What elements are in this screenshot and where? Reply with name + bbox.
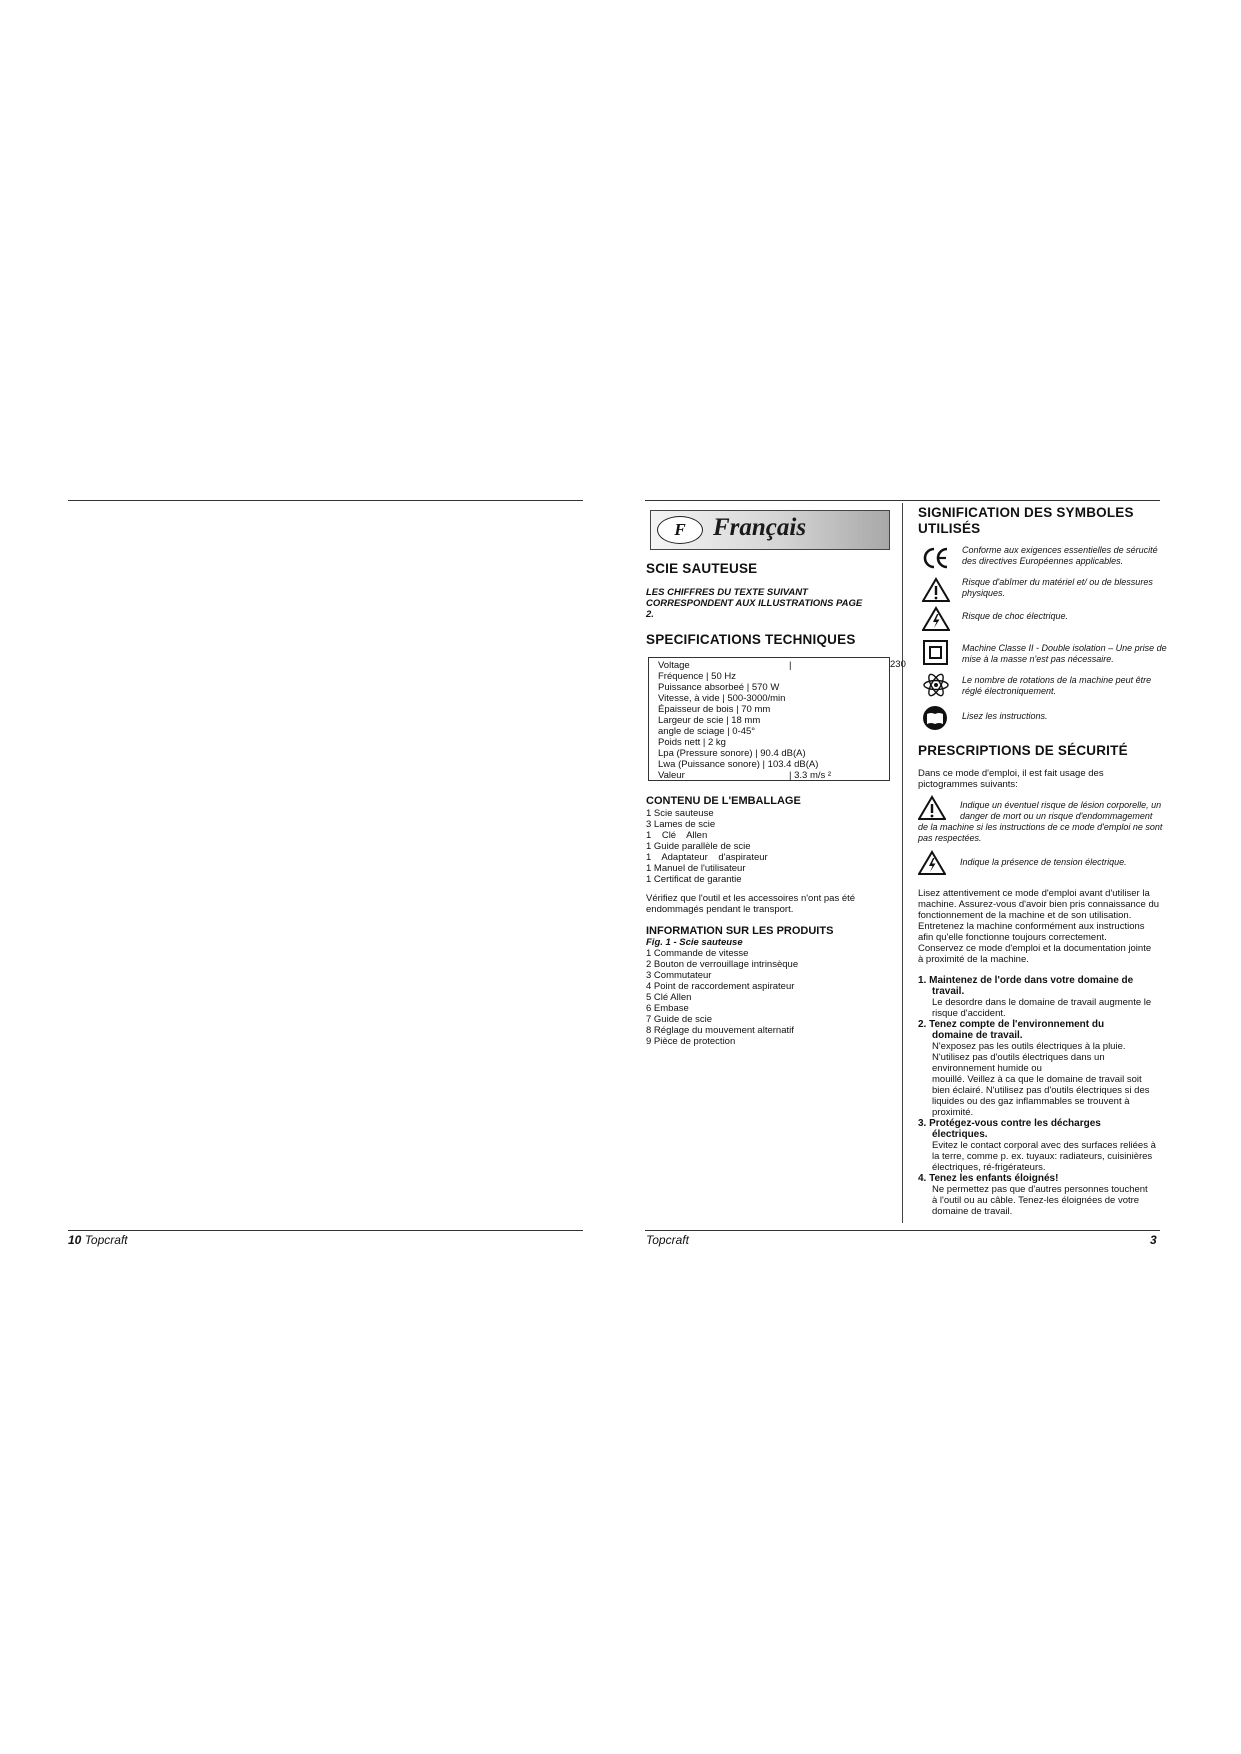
list-item: 4 Point de raccordement aspirateur xyxy=(646,981,795,992)
symbols-title-line: UTILISÉS xyxy=(918,521,981,536)
list-item: 1 Scie sauteuse xyxy=(646,808,714,819)
rule-title: 4. Tenez les enfants éloignés! xyxy=(918,1173,1059,1184)
rule-body-line: risque d'accident. xyxy=(932,1008,1006,1019)
safety-intro-line: pictogrammes suivants: xyxy=(918,779,1018,790)
rule-body-line: domaine de travail. xyxy=(932,1206,1013,1217)
spec-voltage-value: 230 xyxy=(890,659,906,670)
info-list xyxy=(646,948,798,1047)
electric-shock-icon xyxy=(918,850,946,876)
ce-mark-icon xyxy=(922,545,950,571)
pict1-line: Indique un éventuel risque de lésion corporelle, un xyxy=(960,800,1162,810)
read-note xyxy=(918,888,1159,965)
spec-row: Lwa (Puissance sonore) | 103.4 dB(A) xyxy=(658,759,819,770)
rule-title: 1. Maintenez de l'orde dans votre domaine de xyxy=(918,975,1134,986)
symbol-text: Risque de choc électrique. xyxy=(962,611,1069,621)
read-note-line: Lisez attentivement ce mode d'emploi avant d'utiliser la xyxy=(918,888,1150,899)
symbols-title-line: SIGNIFICATION DES SYMBOLES xyxy=(918,505,1134,520)
list-item: 1 Guide parallèle de scie xyxy=(646,841,751,852)
list-item: 3 Commutateur xyxy=(646,970,712,981)
list-item: 1 Adaptateur d'aspirateur xyxy=(646,852,768,863)
rule-title: 2. Tenez compte de l'environnement du xyxy=(918,1019,1105,1030)
rule-title: travail. xyxy=(932,986,965,997)
symbol-text: Machine Classe II - Double isolation – Une prise de mise à la masse n'est pas nécessaire. xyxy=(962,643,1167,664)
pict1-line: pas respectées. xyxy=(918,833,982,843)
list-item: 7 Guide de scie xyxy=(646,1014,713,1025)
symbol-text: Risque d'abîmer du matériel et/ ou de blessures physiques. xyxy=(962,577,1153,598)
rule-body-line: mouillé. Veillez à ca que le domaine de travail soit xyxy=(932,1074,1142,1085)
left-footer xyxy=(68,1233,128,1247)
spec-row: Fréquence | 50 Hz xyxy=(658,671,736,682)
product-title: SCIE SAUTEUSE xyxy=(646,561,758,576)
spec-row: Vitesse, à vide | 500-3000/min xyxy=(658,693,786,704)
left-bottom-rule xyxy=(68,1230,583,1231)
left-page-number: 10 xyxy=(68,1233,82,1247)
safety-intro-line: Dans ce mode d'emploi, il est fait usage des xyxy=(918,768,1104,779)
check-note-line: endommagés pendant le transport. xyxy=(646,904,794,915)
list-item: 1 Certificat de garantie xyxy=(646,874,742,885)
rule-body-line: Le desordre dans le domaine de travail augmente le xyxy=(932,997,1152,1008)
read-note-line: à proximité de la machine. xyxy=(918,954,1029,965)
safety-rules xyxy=(918,975,1168,1217)
double-insulation-icon xyxy=(922,640,950,666)
rule-title: électriques. xyxy=(932,1129,988,1140)
rule-title: domaine de travail. xyxy=(932,1030,1023,1041)
contents-title: CONTENU DE L'EMBALLAGE xyxy=(646,795,801,807)
list-item: 6 Embase xyxy=(646,1003,689,1014)
rule-body-line: N'utilisez pas d'outils électriques dans un xyxy=(932,1052,1105,1063)
rule-body-line: Ne permettez pas que d'autres personnes touchent xyxy=(932,1184,1148,1195)
symbol-text: Lisez les instructions. xyxy=(962,711,1048,721)
rule-body-line: proximité. xyxy=(932,1107,974,1118)
language-title: Français xyxy=(713,514,807,541)
spec-row: angle de sciage | 0-45° xyxy=(658,726,756,737)
spec-row: Épaisseur de bois | 70 mm xyxy=(658,704,771,715)
rule-body-line: N'exposez pas les outils électriques à la pluie. xyxy=(932,1041,1126,1052)
rule-body-line: liquides ou des gaz inflammables se trouvent à xyxy=(932,1096,1130,1107)
intro-line: LES CHIFFRES DU TEXTE SUIVANT xyxy=(646,587,808,598)
intro-note xyxy=(646,587,862,620)
spec-voltage-separator: | xyxy=(789,660,792,671)
info-title: INFORMATION SUR LES PRODUITS xyxy=(646,925,834,937)
list-item: 8 Réglage du mouvement alternatif xyxy=(646,1025,794,1036)
spec-row: Largeur de scie | 18 mm xyxy=(658,715,761,726)
check-note xyxy=(646,893,855,915)
read-note-line: Entretenez la machine conformément aux instructions xyxy=(918,921,1145,932)
rule-body-line: à l'outil ou au câble. Tenez-les éloignées de votre xyxy=(932,1195,1140,1206)
pict1-line: de la machine si les instructions de ce mode d'emploi ne sont xyxy=(918,822,1163,832)
spec-row: Puissance absorbeé | 570 W xyxy=(658,682,780,693)
safety-pictogram-2-text: Indique la présence de tension électrique. xyxy=(960,857,1127,867)
info-figure-caption: Fig. 1 - Scie sauteuse xyxy=(646,937,743,948)
list-item: 1 Clé Allen xyxy=(646,830,708,841)
column-divider xyxy=(902,503,903,1223)
read-note-line: machine. Assurez-vous d'avoir bien pris connaissance du xyxy=(918,899,1160,910)
symbol-text: Conforme aux exigences essentielles de sérucité des directives Européennes applicables. xyxy=(962,545,1158,566)
list-item: 3 Lames de scie xyxy=(646,819,716,830)
spec-row: Poids nett | 2 kg xyxy=(658,737,726,748)
spec-row: Voltage xyxy=(658,660,690,671)
list-item: 1 Manuel de l'utilisateur xyxy=(646,863,746,874)
list-item: 9 Pièce de protection xyxy=(646,1036,736,1047)
right-page-number: 3 xyxy=(1150,1233,1157,1247)
read-note-line: afin qu'elle fonctionne toujours correctement. xyxy=(918,932,1107,943)
read-manual-icon xyxy=(922,705,950,731)
symbols-title xyxy=(918,505,1134,537)
symbol-text: Le nombre de rotations de la machine peut être réglé électroniquement. xyxy=(962,675,1152,696)
spec-valeur-value: | 3.3 m/s ² xyxy=(789,770,832,781)
rule-title: 3. Protégez-vous contre les décharges xyxy=(918,1118,1101,1129)
language-letter-badge: F xyxy=(657,516,703,544)
warning-triangle-icon xyxy=(922,577,950,603)
intro-line: 2. xyxy=(646,609,654,620)
electric-shock-icon xyxy=(922,606,950,632)
spec-row: Lpa (Pressure sonore) | 90.4 dB(A) xyxy=(658,748,806,759)
language-banner xyxy=(650,510,890,550)
read-note-line: fonctionnement de la machine et de son utilisation. xyxy=(918,910,1132,921)
left-top-rule xyxy=(68,500,583,501)
rule-body-line: la terre, comme p. ex. tuyaux: radiateurs, cuisinières xyxy=(932,1151,1153,1162)
list-item: 2 Bouton de verrouillage intrinsèque xyxy=(646,959,799,970)
read-note-line: Conservez ce mode d'emploi et la documentation jointe xyxy=(918,943,1152,954)
rule-body-line: électriques, ré-frigérateurs. xyxy=(932,1162,1046,1173)
rule-body-line: bien éclairé. N'utilisez pas d'outils électriques si des xyxy=(932,1085,1150,1096)
specs-title: SPECIFICATIONS TECHNIQUES xyxy=(646,632,856,647)
rotation-atom-icon xyxy=(922,672,950,698)
safety-title: PRESCRIPTIONS DE SÉCURITÉ xyxy=(918,743,1128,758)
contents-list xyxy=(646,808,768,885)
check-note-line: Vérifiez que l'outil et les accessoires n'ont pas été xyxy=(646,893,856,904)
safety-pictogram-1-text xyxy=(918,800,1168,844)
spec-row: Valeur xyxy=(658,770,685,781)
list-item: 1 Commande de vitesse xyxy=(646,948,749,959)
list-item: 5 Clé Allen xyxy=(646,992,692,1003)
specs-table xyxy=(648,657,890,781)
rule-body-line: Evitez le contact corporal avec des surfaces reliées à xyxy=(932,1140,1156,1151)
rule-body-line: environnement humide ou xyxy=(932,1063,1042,1074)
right-footer-brand: Topcraft xyxy=(646,1233,689,1247)
right-top-rule xyxy=(645,500,1160,501)
left-footer-brand: Topcraft xyxy=(84,1233,128,1247)
pict1-line: danger de mort ou un risque d'endommagement xyxy=(960,811,1153,821)
intro-line: CORRESPONDENT AUX ILLUSTRATIONS PAGE xyxy=(646,598,863,609)
right-bottom-rule xyxy=(645,1230,1160,1231)
safety-intro xyxy=(918,768,1104,790)
